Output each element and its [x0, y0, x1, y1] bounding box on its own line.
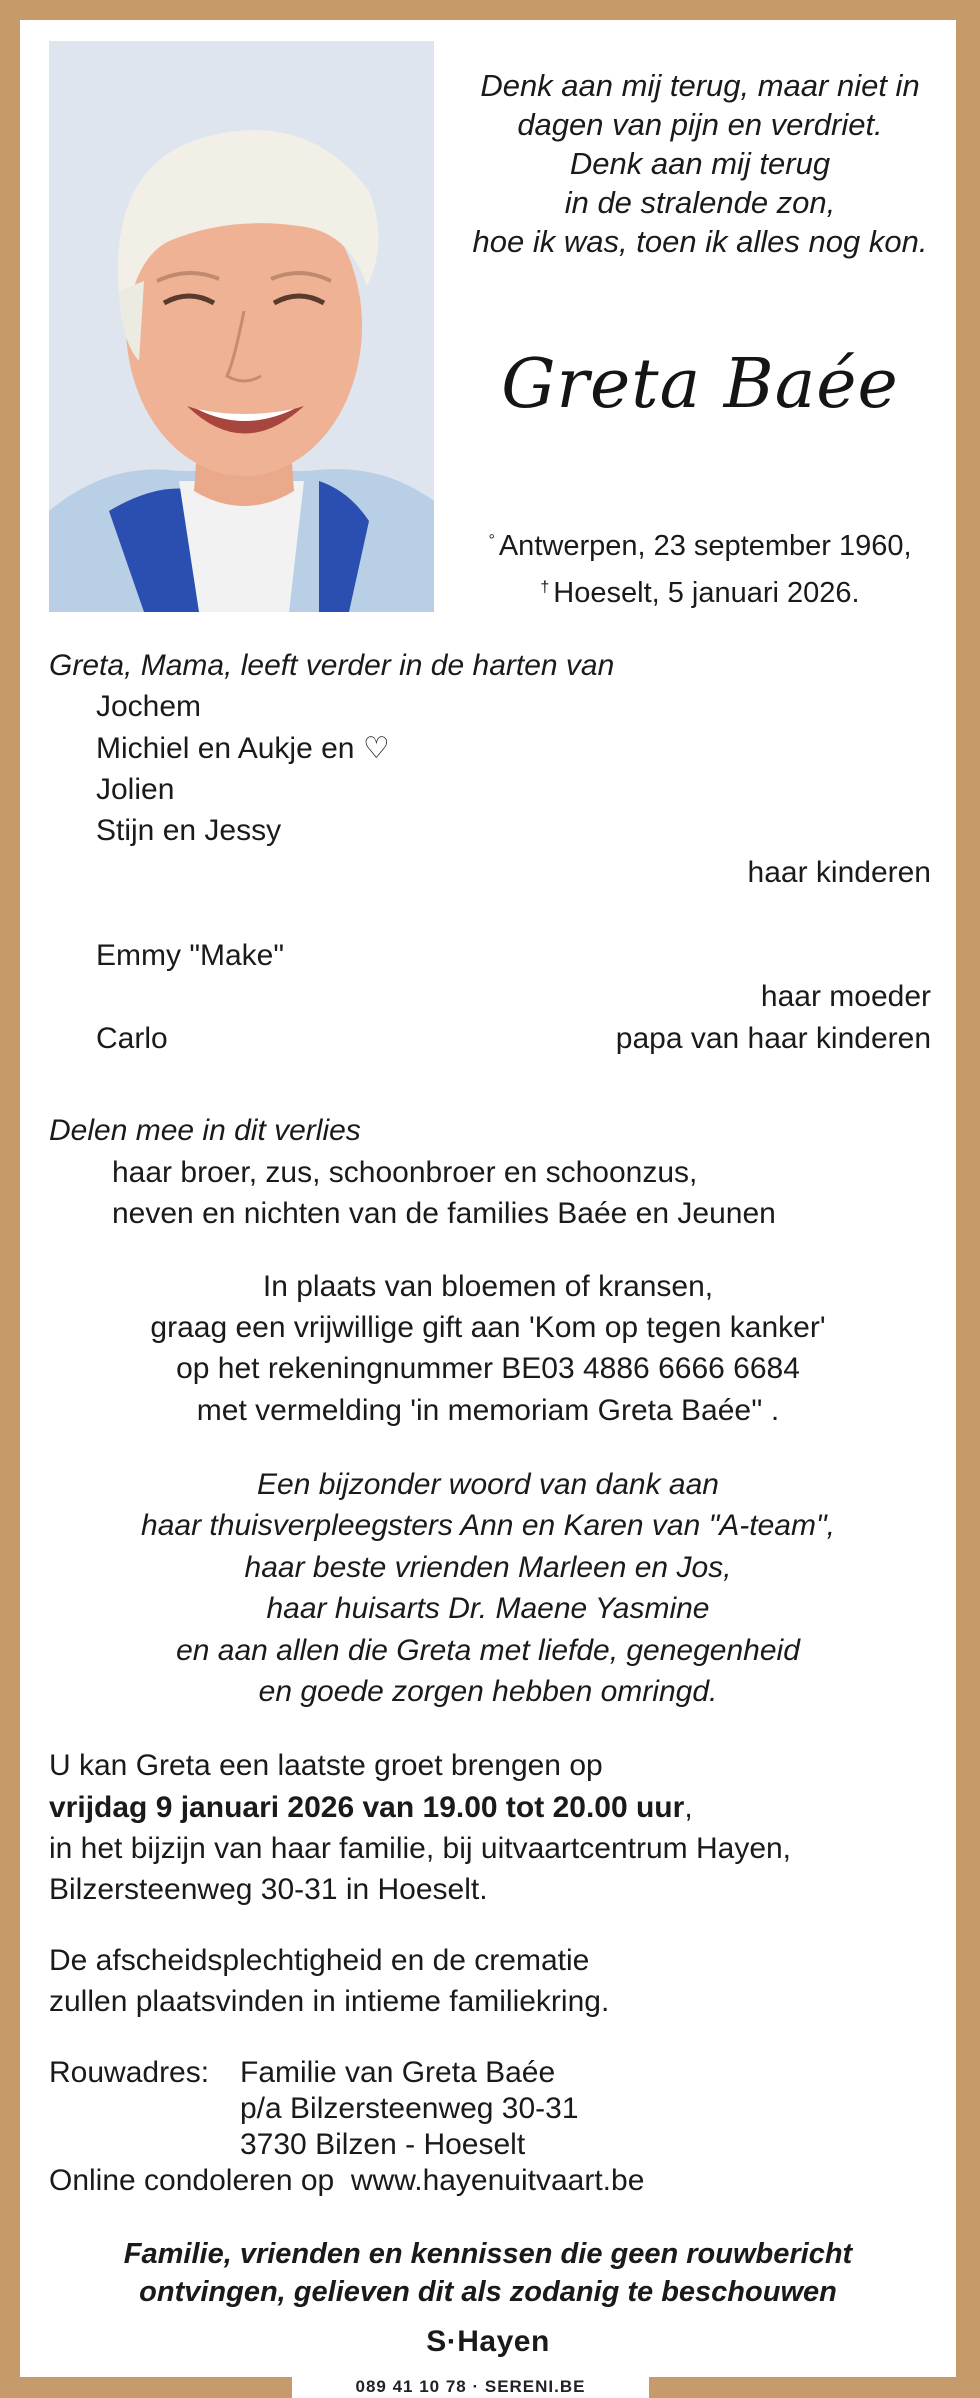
visit-line: Bilzersteenweg 30-31 in Hoeselt. — [49, 1873, 488, 1906]
visit-datetime — [49, 1787, 693, 1828]
ceremony-line: De afscheidsplechtigheid en de crematie — [49, 1944, 590, 1977]
thanks-line: en goede zorgen hebben omringd. — [258, 1675, 718, 1708]
visit-line: in het bijzijn van haar familie, bij uitvaartcentrum Hayen, — [49, 1832, 792, 1865]
child-name: Jochem — [96, 690, 202, 723]
birth-symbol: ° — [488, 532, 495, 549]
portrait-illustration — [49, 41, 434, 612]
obituary-card — [20, 20, 956, 2377]
poem-line: Denk aan mij terug, maar niet in — [480, 68, 920, 103]
donation-line: graag een vrijwillige gift aan 'Kom op tegen kanker' — [150, 1311, 826, 1344]
child-name: Jolien — [96, 773, 175, 806]
address-label: Rouwadres: — [49, 2056, 210, 2089]
closing-line: ontvingen, gelieven dit als zodanig te beschouwen — [139, 2276, 837, 2308]
poem-line: dagen van pijn en verdriet. — [517, 107, 883, 142]
children-label: haar kinderen — [747, 856, 931, 889]
thanks-line: en aan allen die Greta met liefde, genegenheid — [176, 1634, 800, 1667]
deceased-name: Greta Baée — [501, 345, 899, 424]
visit-datetime-bold: vrijdag 9 januari 2026 van 19.00 tot 20.00 uur — [49, 1791, 685, 1824]
closing-line: Familie, vrienden en kennissen die geen rouwbericht — [123, 2238, 853, 2270]
portrait-photo — [49, 41, 434, 612]
address-line: 3730 Bilzen - Hoeselt — [240, 2128, 526, 2161]
thanks-line: haar beste vrienden Marleen en Jos, — [244, 1551, 732, 1584]
birth-line — [440, 520, 960, 567]
life-dates — [440, 520, 960, 614]
thanks-line: haar thuisverpleegsters Ann en Karen van "A-team", — [141, 1509, 835, 1542]
poem-line: hoe ik was, toen ik alles nog kon. — [472, 224, 928, 259]
mother-name: Emmy "Make" — [96, 939, 284, 972]
thanks-line: haar huisarts Dr. Maene Yasmine — [266, 1592, 710, 1625]
share-intro: Delen mee in dit verlies — [49, 1114, 361, 1147]
address-line: Familie van Greta Baée — [240, 2056, 556, 2089]
online-condolence — [49, 2160, 644, 2201]
child-name: Michiel en Aukje en ♡ — [96, 732, 390, 765]
poem-line: in de stralende zon, — [564, 185, 836, 220]
funeral-home-logo: S·Hayen — [426, 2325, 550, 2358]
ceremony-line: zullen plaatsvinden in intieme familiekring. — [49, 1985, 610, 2018]
visit-line: U kan Greta een laatste groet brengen op — [49, 1749, 603, 1782]
online-label: Online condoleren op — [49, 2164, 335, 2197]
visit-datetime-suffix: , — [684, 1791, 693, 1824]
family-intro: Greta, Mama, leeft verder in de harten van — [49, 649, 615, 682]
online-url[interactable]: www.hayenuitvaart.be — [350, 2164, 645, 2197]
contact-strip: 089 41 10 78 · SERENI.BE — [292, 2375, 649, 2398]
death-line — [440, 567, 960, 614]
thanks-line: Een bijzonder woord van dank aan — [257, 1468, 719, 1501]
donation-line: met vermelding 'in memoriam Greta Baée'' . — [196, 1394, 780, 1427]
share-line: neven en nichten van de families Baée en Jeunen — [112, 1197, 776, 1230]
poem — [450, 66, 950, 261]
death-date: Hoeselt, 5 januari 2026. — [553, 577, 860, 609]
share-line: haar broer, zus, schoonbroer en schoonzus, — [112, 1156, 698, 1189]
child-name: Stijn en Jessy — [96, 814, 282, 847]
father-label: papa van haar kinderen — [615, 1022, 931, 1055]
closing-note — [20, 2235, 956, 2311]
death-symbol: † — [540, 579, 550, 596]
donation-line: op het rekeningnummer BE03 4886 6666 6684 — [176, 1352, 800, 1385]
birth-date: Antwerpen, 23 september 1960, — [498, 530, 912, 562]
donation-line: In plaats van bloemen of kransen, — [262, 1270, 714, 1303]
father-name: Carlo — [96, 1022, 168, 1055]
poem-line: Denk aan mij terug — [569, 146, 831, 181]
address-line: p/a Bilzersteenweg 30-31 — [240, 2092, 579, 2125]
mother-label: haar moeder — [760, 980, 931, 1013]
